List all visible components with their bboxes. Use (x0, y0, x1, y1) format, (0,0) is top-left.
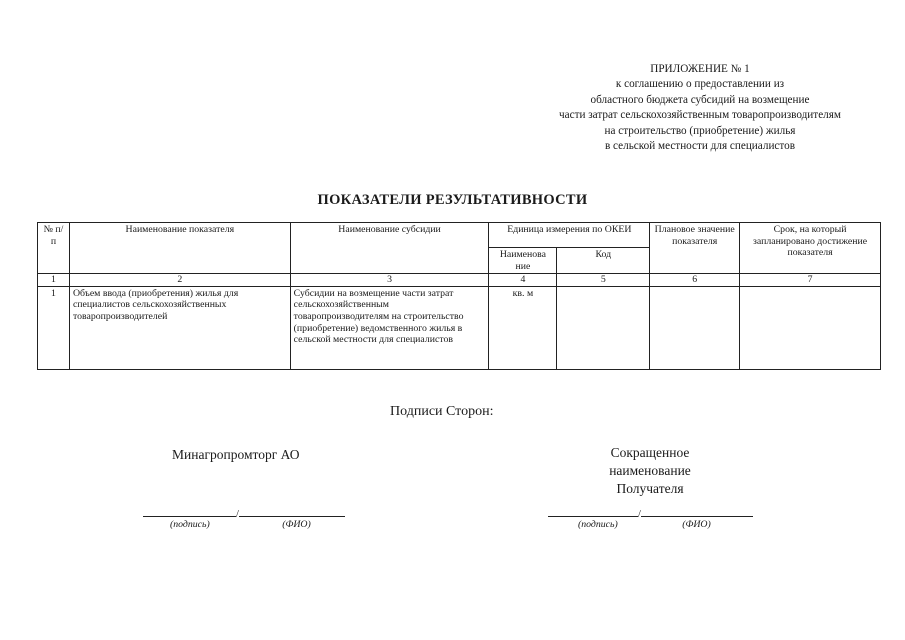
header-unit-code: Код (557, 248, 650, 274)
column-number: 2 (69, 274, 290, 287)
row-indicator: Объем ввода (приобретения) жилья для специалистов сельскохозяйственных товаропроизводителей (69, 286, 290, 369)
left-signature-labels (170, 519, 311, 530)
column-number: 3 (290, 274, 489, 287)
left-party-name: Минагропромторг АО (172, 447, 300, 462)
table-header-row (38, 223, 881, 248)
document-title: ПОКАЗАТЕЛИ РЕЗУЛЬТАТИВНОСТИ (317, 192, 588, 208)
appendix-line: части затрат сельскохозяйственным товаропроизводителям (559, 109, 841, 122)
right-party-line: наименование (609, 463, 691, 478)
right-party-line: Получателя (616, 481, 684, 496)
row-num: 1 (38, 286, 70, 369)
right-signature-line (548, 506, 753, 520)
slash: / (638, 509, 641, 520)
signature-blank (143, 506, 236, 517)
signature-blank (548, 506, 638, 517)
appendix-line: в сельской местности для специалистов (604, 140, 796, 153)
appendix-line: на строительство (приобретение) жилья (604, 124, 796, 137)
name-blank (239, 506, 345, 517)
column-number: 1 (38, 274, 70, 287)
row-planned (650, 286, 740, 369)
table-row (38, 286, 881, 369)
column-number-row (38, 274, 881, 287)
column-number: 6 (650, 274, 740, 287)
row-unit-name: кв. м (489, 286, 557, 369)
right-signature-labels (578, 519, 711, 530)
header-planned: Плановое значение показателя (650, 223, 740, 274)
appendix-line: областного бюджета субсидий на возмещение (590, 93, 810, 106)
row-subsidy: Субсидии на возмещение части затрат сельскохозяйственным товаропроизводителям на строительство (приобретение) ведомственного жилья в сельской местности для специалистов (290, 286, 489, 369)
appendix-line: к соглашению о предоставлении из (615, 78, 785, 91)
indicators-table (37, 222, 881, 370)
name-label: (ФИО) (282, 519, 311, 530)
right-party-name (560, 444, 740, 498)
row-unit-code (557, 286, 650, 369)
appendix-block (520, 62, 880, 154)
header-indicator: Наименование показателя (69, 223, 290, 274)
header-subsidy: Наименование субсидии (290, 223, 489, 274)
signatures-heading: Подписи Сторон: (390, 404, 494, 419)
name-label: (ФИО) (682, 519, 711, 530)
sign-label: (подпись) (578, 519, 618, 530)
right-party-line: Сокращенное (610, 445, 690, 460)
header-unit: Единица измерения по ОКЕИ (489, 223, 650, 248)
appendix-title: ПРИЛОЖЕНИЕ № 1 (650, 63, 750, 75)
header-unit-name: Наименова ние (489, 248, 557, 274)
header-num: № п/п (38, 223, 70, 274)
row-deadline (740, 286, 881, 369)
name-blank (641, 506, 753, 517)
sign-label: (подпись) (170, 519, 210, 530)
column-number: 5 (557, 274, 650, 287)
left-signature-line (143, 506, 345, 520)
slash: / (236, 509, 239, 520)
column-number: 4 (489, 274, 557, 287)
header-deadline: Срок, на который запланировано достижение показателя (740, 223, 881, 274)
column-number: 7 (740, 274, 881, 287)
